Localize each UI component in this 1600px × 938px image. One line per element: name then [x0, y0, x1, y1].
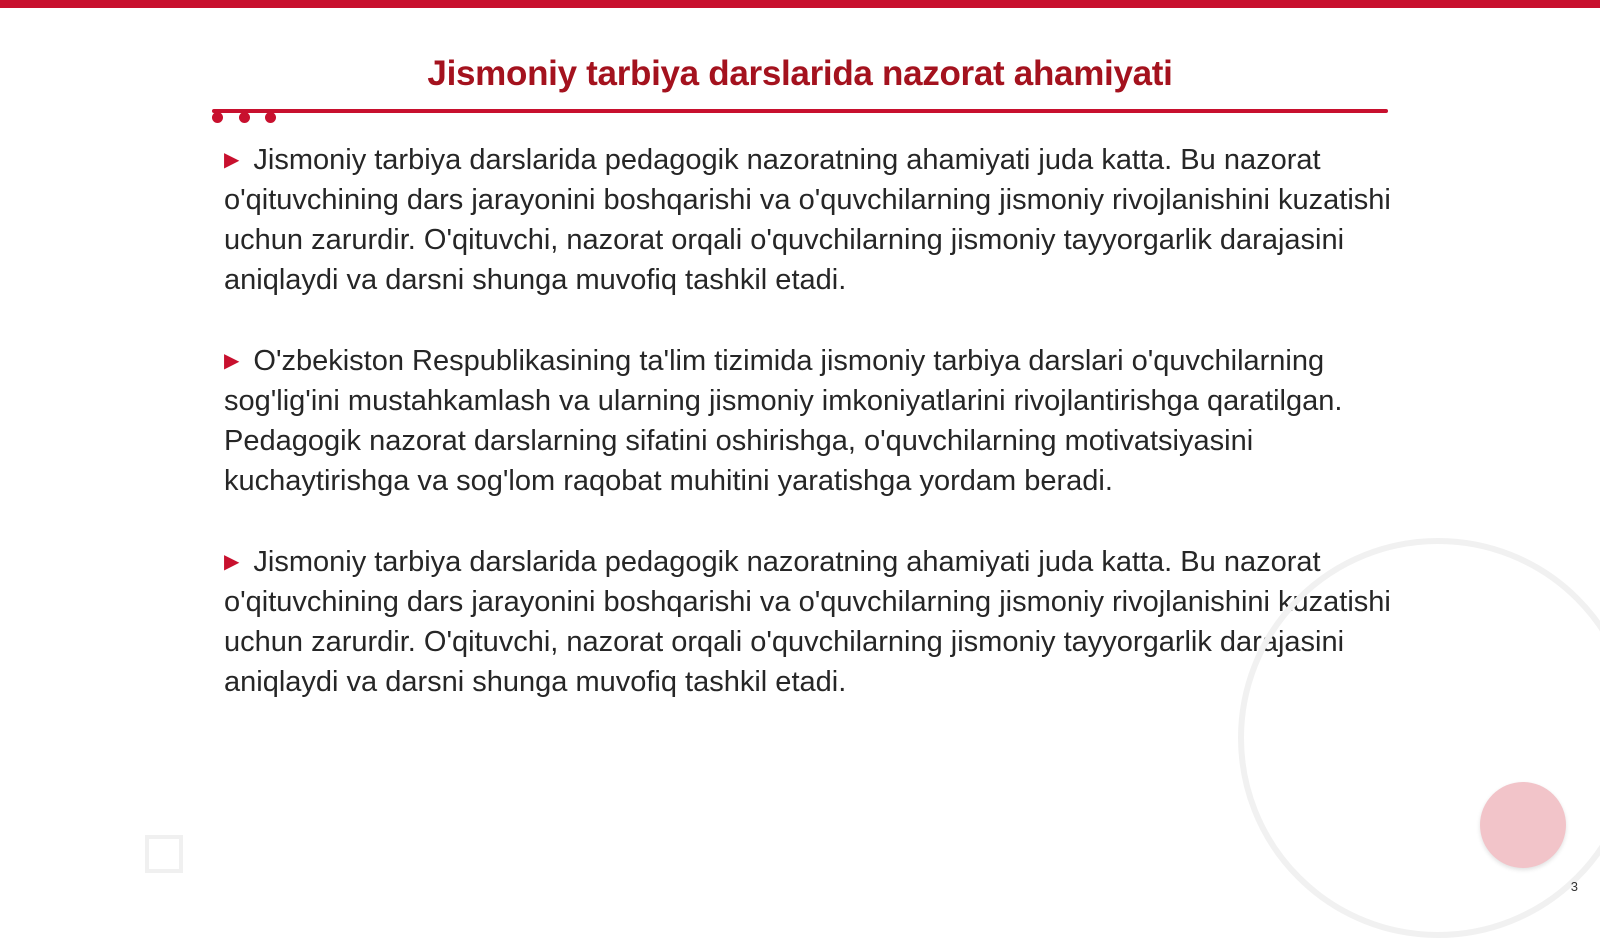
bullet-paragraph-3: [224, 542, 1394, 702]
triangle-right-icon: ▶: [224, 551, 240, 573]
bullet-paragraph-2: [224, 341, 1394, 501]
decoration-dot: [265, 112, 276, 123]
bullet-text: Jismoniy tarbiya darslarida pedagogik nazoratning ahamiyati juda katta. Bu nazorat o'qituvchining dars jarayonini boshqarishi va o'quvchilarning jismoniy rivojlanishini kuzatishi uchun zarurdir. O'qituvchi, nazorat orqali o'quvchilarning jismoniy tayyorgarlik darajasini aniqlaydi va darsni shunga muvofiq tashkil etadi.: [224, 144, 1391, 296]
title-decoration-dots: [212, 112, 282, 126]
bullet-text: Jismoniy tarbiya darslarida pedagogik nazoratning ahamiyati juda katta. Bu nazorat o'qituvchining dars jarayonini boshqarishi va o'quvchilarning jismoniy rivojlanishini kuzatishi uchun zarurdir. O'qituvchi, nazorat orqali o'quvchilarning jismoniy tayyorgarlik darajasini aniqlaydi va darsni shunga muvofiq tashkil etadi.: [224, 546, 1391, 698]
slide-content: [224, 140, 1394, 743]
bullet-text: O'zbekiston Respublikasining ta'lim tizimida jismoniy tarbiya darslari o'quvchilarning sog'lig'ini mustahkamlash va ularning jismoniy imkoniyatlarini rivojlantirishga qaratilgan. Pedagogik nazorat darslarning sifatini oshirishga, o'quvchilarning motivatsiyasini kuchaytirishga va sog'lom raqobat muhitini yaratishga yordam beradi.: [224, 345, 1343, 497]
slide-title: Jismoniy tarbiya darslarida nazorat ahamiyati: [427, 54, 1173, 93]
decorative-square-outline: [145, 835, 183, 873]
page-number: 3: [1570, 879, 1578, 894]
title-underline: [212, 109, 1388, 113]
triangle-right-icon: ▶: [224, 350, 240, 372]
decoration-dot: [239, 112, 250, 123]
top-accent-bar: [0, 0, 1600, 8]
decoration-dot: [212, 112, 223, 123]
triangle-right-icon: ▶: [224, 149, 240, 171]
decorative-pink-dot: [1480, 782, 1566, 868]
bullet-paragraph-1: [224, 140, 1394, 300]
